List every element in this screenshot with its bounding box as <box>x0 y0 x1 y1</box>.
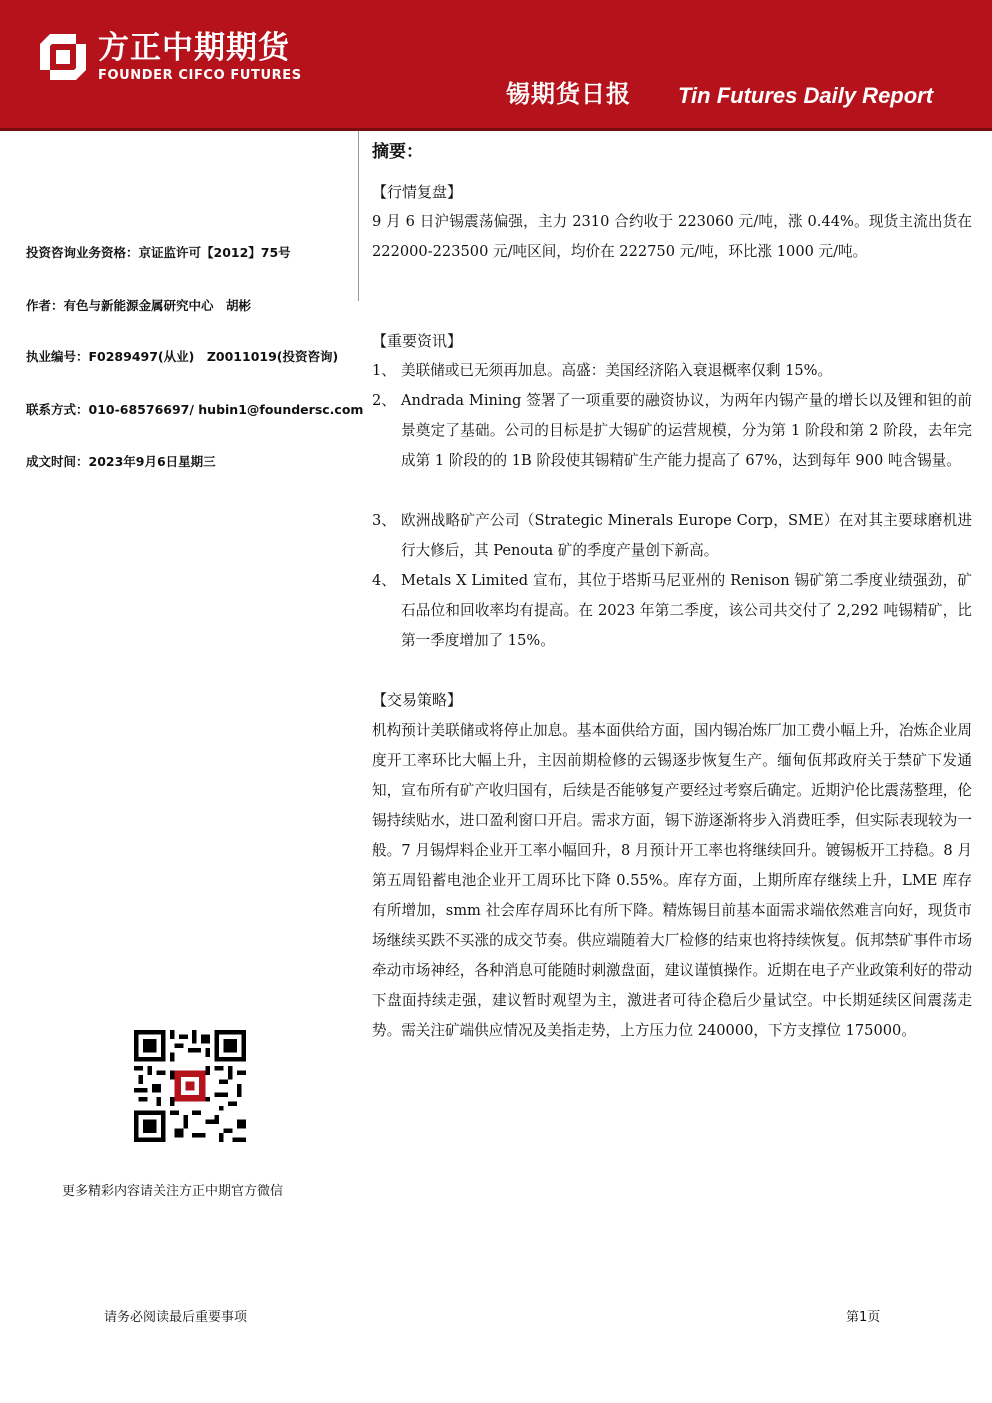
page-number: 第1页 <box>846 1310 881 1325</box>
footer-notice: 请务必阅读最后重要事项 <box>104 1310 248 1325</box>
qr-caption: 更多精彩内容请关注方正中期官方微信 <box>62 1184 284 1199</box>
analyst-qualification: 投资咨询业务资格：京证监许可【2012】75号 <box>26 245 291 260</box>
wechat-qr-code-icon <box>134 1030 246 1142</box>
summary-title: 摘要： <box>372 142 423 162</box>
column-divider <box>358 131 359 301</box>
analyst-contact: 联系方式：010-68576697/ hubin1@foundersc.com <box>26 402 364 417</box>
news-item-text: Metals X Limited 宣布，其位于塔斯马尼亚州的 Renison 锡矿第二季度业绩强劲，矿石品位和回收率均有提高。在 2023 年第二季度，该公司共交付了 2,292 吨锡精矿，比第一季度增加了 15%。 <box>401 572 972 649</box>
news-item-number: 2、 <box>372 392 396 409</box>
news-item-number: 3、 <box>372 512 396 529</box>
header-divider <box>0 128 992 131</box>
founder-logo-icon <box>40 34 86 80</box>
news-title: 【重要资讯】 <box>372 332 463 350</box>
report-title-cn: 锡期货日报 <box>506 80 631 108</box>
report-date: 成文时间：2023年9月6日星期三 <box>26 454 216 469</box>
report-title-en: Tin Futures Daily Report <box>678 83 934 108</box>
market-review-title: 【行情复盘】 <box>372 183 463 201</box>
news-item-number: 1、 <box>372 362 396 379</box>
analyst-license: 执业编号：F0289497(从业) Z0011019(投资咨询) <box>26 349 339 364</box>
company-name-en: FOUNDER CIFCO FUTURES <box>98 68 302 83</box>
news-item-number: 4、 <box>372 572 396 589</box>
news-item-text: 欧洲战略矿产公司（Strategic Minerals Europe Corp，SME）在对其主要球磨机进行大修后，其 Penouta 矿的季度产量创下新高。 <box>401 512 972 559</box>
analyst-author: 作者：有色与新能源金属研究中心 胡彬 <box>26 298 252 313</box>
news-item-text: 美联储或已无须再加息。高盛：美国经济陷入衰退概率仅剩 15%。 <box>401 362 833 379</box>
company-name-cn: 方正中期期货 <box>98 30 290 66</box>
news-item-text: Andrada Mining 签署了一项重要的融资协议，为两年内锡产量的增长以及锂和钽的前景奠定了基础。公司的目标是扩大锡矿的运营规模，分为第 1 阶段和第 2 阶段，去年完成第 1 阶段的的 1B 阶段使其锡精矿生产能力提高了 67%，达到每年 900 吨含锡量。 <box>401 392 972 469</box>
strategy-body: 机构预计美联储或将停止加息。基本面供给方面，国内锡冶炼厂加工费小幅上升，冶炼企业周度开工率环比大幅上升，主因前期检修的云锡逐步恢复生产。缅甸佤邦政府关于禁矿下发通知，宣布所有矿产收归国有，后续是否能够复产要经过考察后确定。近期沪伦比震荡整理，伦锡持续贴水，进口盈利窗口开启。需求方面，锡下游逐渐将步入消费旺季，但实际表现较为一般。7 月锡焊料企业开工率小幅回升，8 月预计开工率也将继续回升。镀锡板开工持稳。8 月第五周铅蓄电池企业开工周环比下降 0.55%。库存方面，上期所库存继续上升，LME 库存有所增加，smm 社会库存周环比有所下降。精炼锡目前基本面需求端依然难言向好，现货市场继续买跌不买涨的成交节奏。供应端随着大厂检修的结束也将持续恢复。佤邦禁矿事件市场牵动市场神经，各种消息可能随时刺激盘面，建议谨慎操作。近期在电子产业政策利好的带动下盘面持续走强，建议暂时观望为主，激进者可待企稳后少量试空。中长期延续区间震荡走势。需关注矿端供应情况及美指走势，上方压力位 240000，下方支撑位 175000。 <box>372 722 972 1039</box>
market-review-body: 9 月 6 日沪锡震荡偏强，主力 2310 合约收于 223060 元/吨，涨 0.44%。现货主流出货在 222000-223500 元/吨区间，均价在 222750 元/吨，环比涨 1000 元/吨。 <box>372 213 972 260</box>
strategy-title: 【交易策略】 <box>372 691 463 709</box>
